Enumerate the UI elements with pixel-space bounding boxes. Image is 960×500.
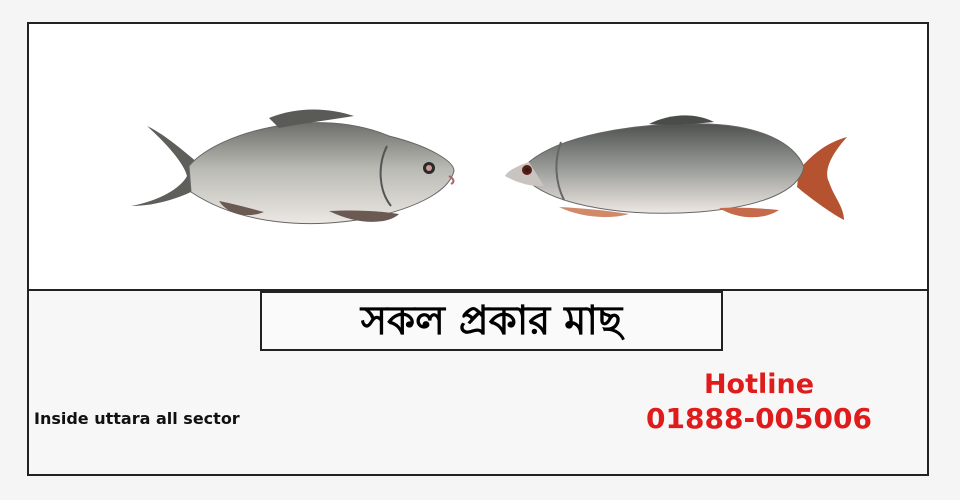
hotline — [639, 368, 879, 436]
page-title: সকল প্রকার মাছ — [360, 298, 623, 344]
hotline-label: Hotline — [703, 369, 815, 400]
advert-card — [27, 22, 929, 476]
fish-photo — [29, 24, 927, 291]
fish-rui-icon — [499, 112, 859, 227]
hotline-number[interactable]: 01888-005006 — [646, 402, 872, 435]
fish-katla-icon — [129, 106, 459, 231]
coverage-text: Inside uttara all sector — [34, 409, 240, 428]
title-box — [260, 291, 723, 351]
